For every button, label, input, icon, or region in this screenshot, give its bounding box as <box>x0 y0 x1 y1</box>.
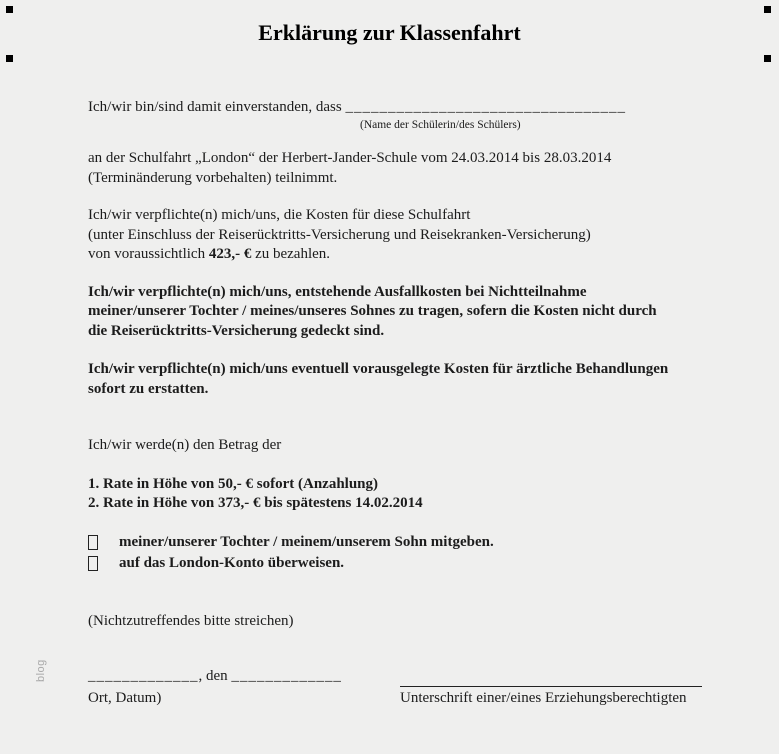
cost-suffix: zu bezahlen. <box>251 246 331 263</box>
guardian-signature-area <box>400 670 721 687</box>
text-line: Ich/wir verpflichte(n) mich/uns, entstehende Ausfallkosten bei Nichtteilnahme <box>88 283 587 300</box>
text-line: (Terminänderung vorbehalten) teilnimmt. <box>88 169 338 186</box>
text-line <box>88 245 721 265</box>
payment-option-label: meiner/unserer Tochter / meinem/unserem Sohn mitgeben. <box>119 533 494 550</box>
text-line: sofort zu erstatten. <box>88 380 209 397</box>
text-line: an der Schulfahrt „London“ der Herbert-Jander-Schule vom 24.03.2014 bis 28.03.2014 <box>88 150 612 167</box>
signature-blank-line <box>400 670 702 687</box>
payment-option-checkbox[interactable] <box>88 556 98 571</box>
corner-marker-top-left <box>6 6 13 13</box>
place-date-blanks <box>88 667 400 687</box>
place-blank-line: _____________ <box>88 668 199 685</box>
corner-marker-mid-left <box>6 55 13 62</box>
document-body <box>0 98 779 708</box>
corner-marker-top-right <box>764 6 771 13</box>
rate-line-2: 2. Rate in Höhe von 373,- € bis spätestens 14.02.2014 <box>88 495 423 512</box>
payment-option <box>88 533 721 553</box>
text-line: Ich/wir verpflichte(n) mich/uns eventuell vorausgelegte Kosten für ärztliche Behandlungen <box>88 361 669 378</box>
signature-row <box>88 667 721 687</box>
trip-paragraph <box>88 149 721 188</box>
consent-paragraph <box>88 98 721 118</box>
text-line: (unter Einschluss der Reiserücktritts-Versicherung und Reisekranken-Versicherung) <box>88 226 591 243</box>
consent-intro-text: Ich/wir bin/sind damit einverstanden, dass <box>88 98 346 115</box>
name-blank-line: _________________________________ <box>345 98 626 115</box>
cost-prefix: von voraussichtlich <box>88 246 209 263</box>
name-caption: (Name der Schülerin/des Schülers) <box>360 119 521 132</box>
signature-captions <box>88 689 721 709</box>
corner-marker-mid-right <box>764 55 771 62</box>
den-label: , den <box>198 668 232 685</box>
guardian-caption: Unterschrift einer/eines Erziehungsberechtigten <box>400 689 687 706</box>
cancellation-paragraph <box>88 283 721 342</box>
page-title: Erklärung zur Klassenfahrt <box>258 20 521 45</box>
cost-amount: 423,- € <box>208 246 252 263</box>
rates-paragraph <box>88 475 721 514</box>
strike-note: (Nichtzutreffendes bitte streichen) <box>88 612 294 629</box>
payment-options <box>88 533 721 574</box>
payment-option-checkbox[interactable] <box>88 535 98 550</box>
place-date-caption: Ort, Datum) <box>88 689 162 706</box>
blog-watermark: blog <box>35 659 47 682</box>
date-blank-line: _____________ <box>231 668 342 685</box>
cost-paragraph <box>88 206 721 265</box>
rate-line-1: 1. Rate in Höhe von 50,- € sofort (Anzahlung) <box>88 475 379 492</box>
payment-option-label: auf das London-Konto überweisen. <box>119 555 345 572</box>
text-line: Ich/wir verpflichte(n) mich/uns, die Kosten für diese Schulfahrt <box>88 207 471 224</box>
text-line: die Reiserücktritts-Versicherung gedeckt sind. <box>88 322 385 339</box>
text-line: meiner/unserer Tochter / meines/unseres Sohnes zu tragen, sofern die Kosten nicht durch <box>88 303 657 320</box>
payment-intro: Ich/wir werde(n) den Betrag der <box>88 437 282 454</box>
medical-paragraph <box>88 360 721 399</box>
payment-option <box>88 554 721 574</box>
